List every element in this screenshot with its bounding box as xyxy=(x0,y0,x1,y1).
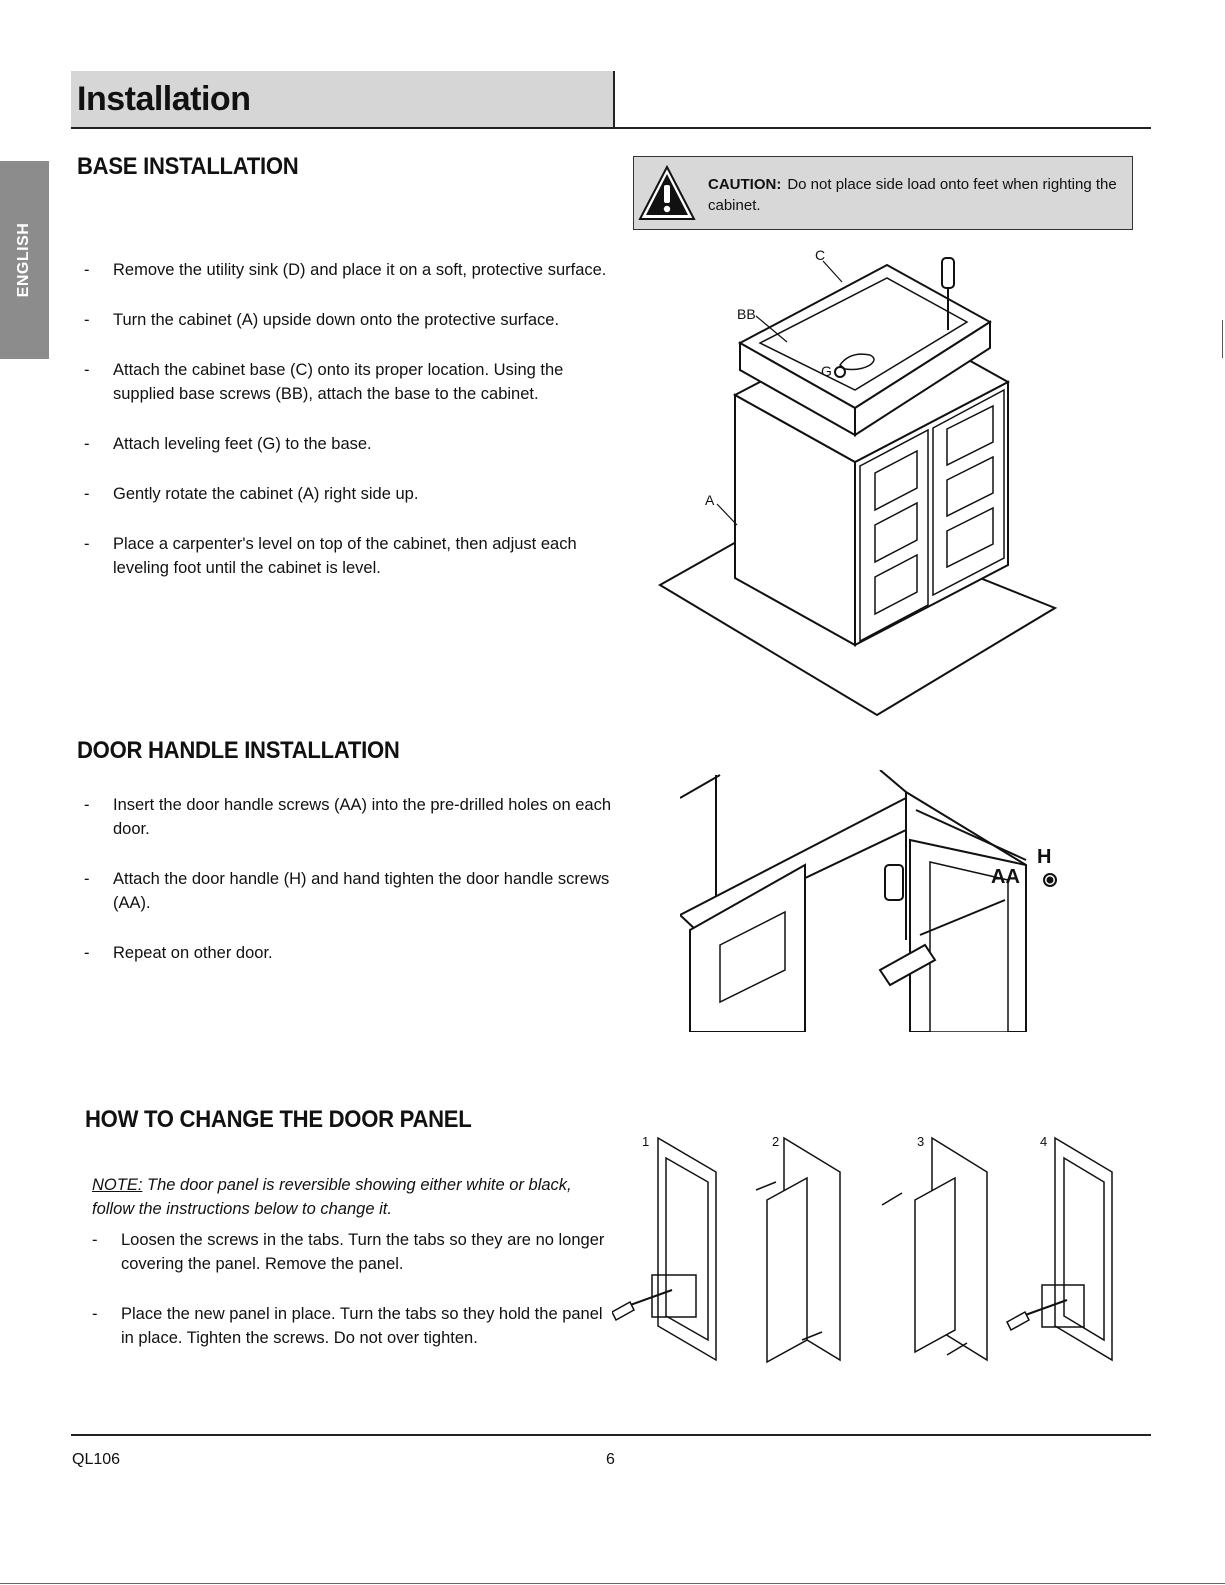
panel-step: - Loosen the screws in the tabs. Turn the tabs so they are no longer covering the panel. Remove the panel. xyxy=(88,1228,608,1276)
base-step: - Attach leveling feet (G) to the base. xyxy=(80,432,620,456)
model-number: QL106 xyxy=(72,1451,121,1468)
header-divider xyxy=(613,71,615,128)
door-handle-heading: DOOR HANDLE INSTALLATION xyxy=(77,737,400,764)
edge-mark xyxy=(1222,320,1223,358)
handle-step: - Repeat on other door. xyxy=(80,941,620,965)
door-panel-figure xyxy=(612,1130,1152,1375)
label-c: C xyxy=(815,247,826,263)
caution-box xyxy=(633,156,1133,230)
base-installation-figure xyxy=(655,240,1105,725)
step-number: 3 xyxy=(917,1134,925,1149)
base-step: - Attach the cabinet base (C) onto its proper location. Using the supplied base screws (BB), attach the base to the cabinet. xyxy=(80,358,620,406)
caution-text-block xyxy=(708,174,1124,216)
page-title: Installation xyxy=(77,80,251,118)
caution-text: Do not place side load onto feet when righting the cabinet. xyxy=(708,176,1117,214)
base-installation-heading: BASE INSTALLATION xyxy=(77,153,299,180)
warning-triangle-icon xyxy=(638,165,696,221)
door-panel-heading: HOW TO CHANGE THE DOOR PANEL xyxy=(85,1106,472,1133)
door-handle-figure xyxy=(680,770,1080,1032)
panel-step: - Place the new panel in place. Turn the tabs so they hold the panel in place. Tighten the screws. Do not over tighten. xyxy=(88,1302,608,1350)
language-tab-label: ENGLISH xyxy=(15,222,32,298)
step-number: 1 xyxy=(642,1134,650,1149)
base-step: - Gently rotate the cabinet (A) right side up. xyxy=(80,482,620,506)
bottom-rule xyxy=(0,1583,1225,1584)
door-panel-note xyxy=(92,1173,612,1221)
base-step: - Place a carpenter's level on top of the cabinet, then adjust each leveling foot until the cabinet is level. xyxy=(80,532,620,580)
base-step: - Turn the cabinet (A) upside down onto the protective surface. xyxy=(80,308,620,332)
base-steps-list xyxy=(80,258,620,606)
note-label: NOTE: xyxy=(92,1176,143,1194)
panel-steps-list xyxy=(88,1228,608,1376)
base-step: - Remove the utility sink (D) and place it on a soft, protective surface. xyxy=(80,258,620,282)
footer-rule xyxy=(71,1434,1151,1436)
handle-step: - Attach the door handle (H) and hand tighten the door handle screws (AA). xyxy=(80,867,620,915)
header-rule xyxy=(71,127,1151,129)
label-bb: BB xyxy=(737,306,756,322)
handle-step: - Insert the door handle screws (AA) into the pre-drilled holes on each door. xyxy=(80,793,620,841)
handle-steps-list xyxy=(80,793,620,991)
page-number: 6 xyxy=(606,1451,615,1468)
label-a: A xyxy=(705,492,715,508)
label-g: G xyxy=(821,363,832,379)
label-aa: AA xyxy=(991,866,1020,888)
step-number: 4 xyxy=(1040,1134,1048,1149)
label-h: H xyxy=(1037,846,1052,868)
step-number: 2 xyxy=(772,1134,780,1149)
note-text: The door panel is reversible showing either white or black, follow the instructions below to change it. xyxy=(92,1176,572,1218)
caution-label: CAUTION: xyxy=(708,176,782,193)
